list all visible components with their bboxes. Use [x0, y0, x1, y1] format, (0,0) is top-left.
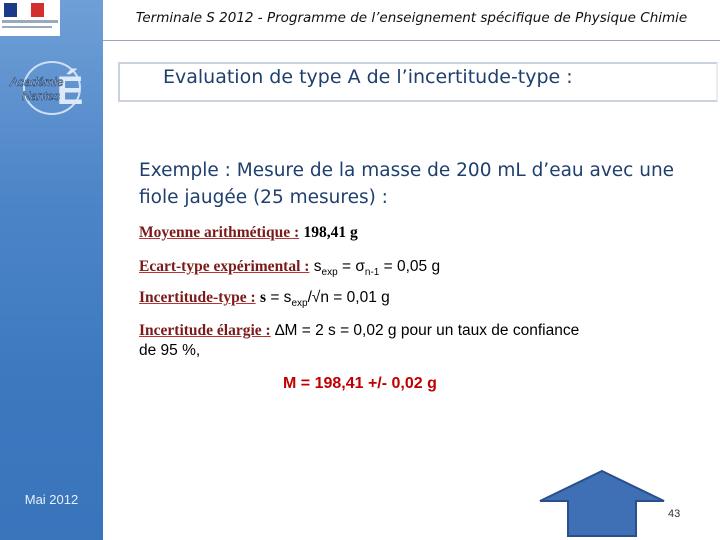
up-arrow-icon[interactable] [535, 468, 669, 538]
incertitude-type-label: Incertitude-type : [139, 289, 256, 306]
incertitude-elargie-line2: de 95 %, [139, 342, 201, 359]
incertitude-type-line [139, 289, 390, 309]
republique-francaise-logo [0, 0, 60, 36]
header-divider [103, 40, 720, 41]
ecart-eq: = [337, 258, 356, 275]
incertitude-rest: /√n = 0,01 g [307, 289, 390, 306]
result-text: M = 198,41 +/- 0,02 g [283, 375, 437, 392]
example-text: Exemple : Mesure de la masse de 200 mL d’eau avec une fiole jaugée (25 mesures) : [139, 160, 675, 208]
ecart-s: s [313, 258, 322, 275]
academie-text-2: Nantes [22, 89, 61, 103]
ecart-sigma-sub: n-1 [364, 267, 380, 279]
ecart-sigma: σ [355, 258, 365, 275]
moyenne-value: 198,41 g [303, 224, 358, 241]
moyenne-label: Moyenne arithmétique : [139, 224, 300, 241]
page-number: 43 [668, 508, 681, 520]
svg-text:É: É [56, 69, 84, 113]
incertitude-eq: = s [266, 289, 292, 306]
moyenne-line [139, 224, 358, 242]
incertitude-elargie-line [139, 322, 579, 340]
incertitude-sub: exp [291, 298, 308, 310]
incertitude-elargie-label: Incertitude élargie : [139, 322, 271, 339]
academie-nantes-logo [6, 58, 98, 120]
incertitude-s: s [259, 289, 267, 306]
ecart-s-sub: exp [321, 267, 338, 279]
sidebar [0, 0, 103, 540]
incertitude-elargie-text: ∆M = 2 s = 0,02 g pour un taux de confiance [275, 322, 580, 339]
ecart-type-line [139, 258, 440, 278]
page-header-title: Terminale S 2012 - Programme de l’enseignement spécifique de Physique Chimie [135, 10, 688, 26]
date-label: Mai 2012 [24, 492, 79, 507]
academie-text-1: Académie [10, 75, 64, 89]
ecart-value: = 0,05 g [379, 258, 441, 275]
slide-title: Evaluation de type A de l’incertitude-type : [163, 66, 573, 88]
ecart-type-label: Ecart-type expérimental : [139, 258, 310, 275]
